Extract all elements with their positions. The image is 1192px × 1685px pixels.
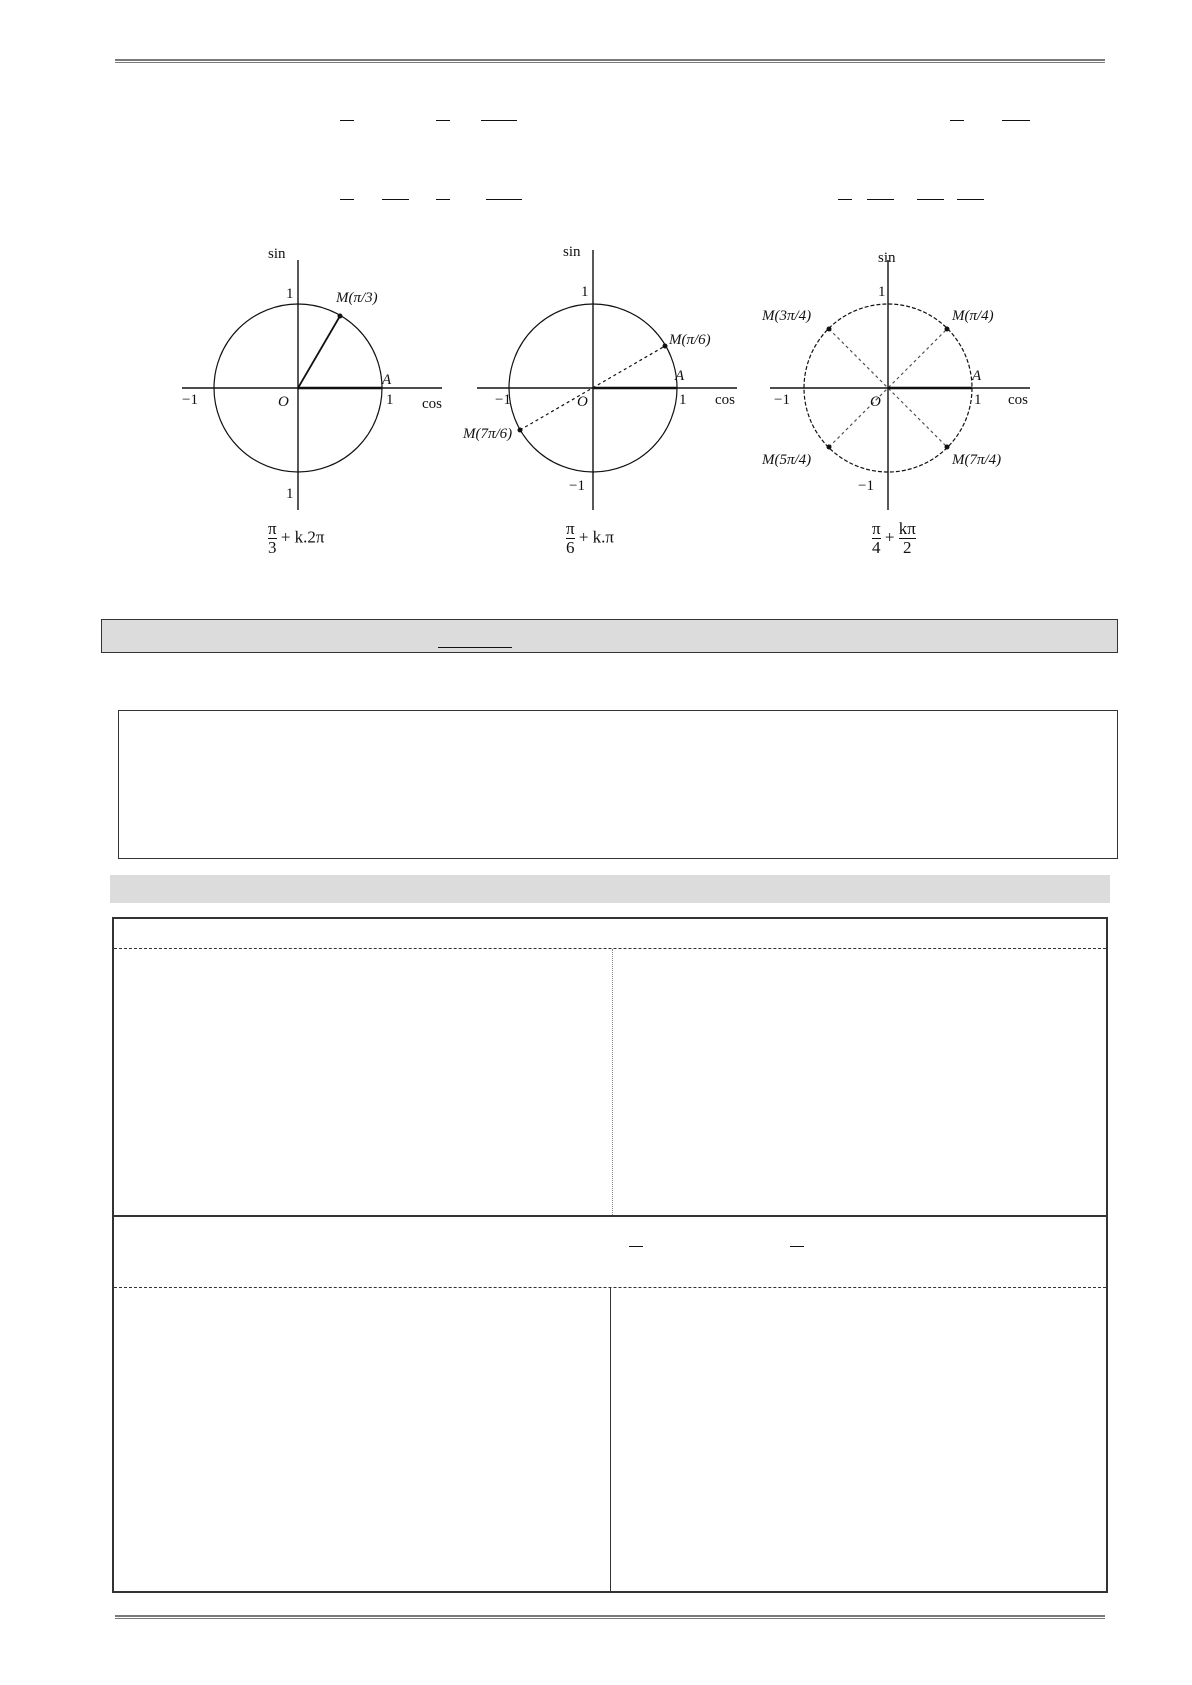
- section-header-bar: [101, 619, 1118, 653]
- axis-x-label: cos: [1008, 392, 1028, 408]
- tick-right: 1: [679, 392, 687, 408]
- tick-top: 1: [581, 284, 589, 300]
- tick-bottom: −1: [858, 478, 874, 494]
- figure-2-caption: $\frac{\pi}{6}$ + k.π: [566, 519, 615, 557]
- figure-1-caption: $\frac{\pi}{3}$ + k.2π: [268, 519, 325, 557]
- point-label: M(5π/4): [762, 452, 812, 468]
- column-divider: [612, 949, 613, 1215]
- point-a-label: A: [382, 372, 392, 388]
- tick-bottom: 1: [286, 486, 294, 502]
- unit-circle-figure-2: [465, 240, 785, 570]
- header-rule: [115, 59, 1105, 63]
- footer-rule: [115, 1615, 1105, 1619]
- tick-top: 1: [878, 284, 886, 300]
- axis-x-label: cos: [715, 392, 735, 408]
- origin-label: O: [278, 394, 289, 410]
- row-divider-dashed: [114, 948, 1106, 949]
- content-frame: [118, 710, 1118, 859]
- tick-left: −1: [182, 392, 198, 408]
- section-band: [110, 875, 1110, 903]
- axis-y-label: sin: [268, 246, 286, 262]
- tick-right: 1: [974, 392, 982, 408]
- formula-fraction-bar: [790, 1246, 804, 1247]
- row-divider-solid: [114, 1215, 1106, 1217]
- formula-fraction-bar: [629, 1246, 643, 1247]
- unit-circle-figure-3: [760, 240, 1080, 570]
- axis-x-label: cos: [422, 396, 442, 412]
- point-label: M(π/6): [669, 332, 711, 348]
- point-label: M(7π/4): [952, 452, 1002, 468]
- point-a-label: A: [972, 368, 982, 384]
- point-a-label: A: [675, 368, 685, 384]
- point-label: M(π/3): [336, 290, 378, 306]
- column-divider: [610, 1288, 611, 1593]
- exercise-table: [112, 917, 1108, 1593]
- tick-bottom: −1: [569, 478, 585, 494]
- figure-3-caption: $\frac{\pi}{4}$ + $\frac{k\pi}{2}$: [872, 519, 916, 557]
- tick-left: −1: [774, 392, 790, 408]
- axis-y-label: sin: [878, 250, 896, 266]
- origin-label: O: [577, 394, 588, 410]
- tick-top: 1: [286, 286, 294, 302]
- axis-y-label: sin: [563, 244, 581, 260]
- origin-label: O: [870, 394, 881, 410]
- point-label: M(3π/4): [762, 308, 812, 324]
- header-underline: [438, 647, 512, 648]
- tick-right: 1: [386, 392, 394, 408]
- unit-circle-figure-1: [170, 240, 490, 570]
- point-label: M(π/4): [952, 308, 994, 324]
- tick-left: −1: [495, 392, 511, 408]
- point-label: M(7π/6): [463, 426, 513, 442]
